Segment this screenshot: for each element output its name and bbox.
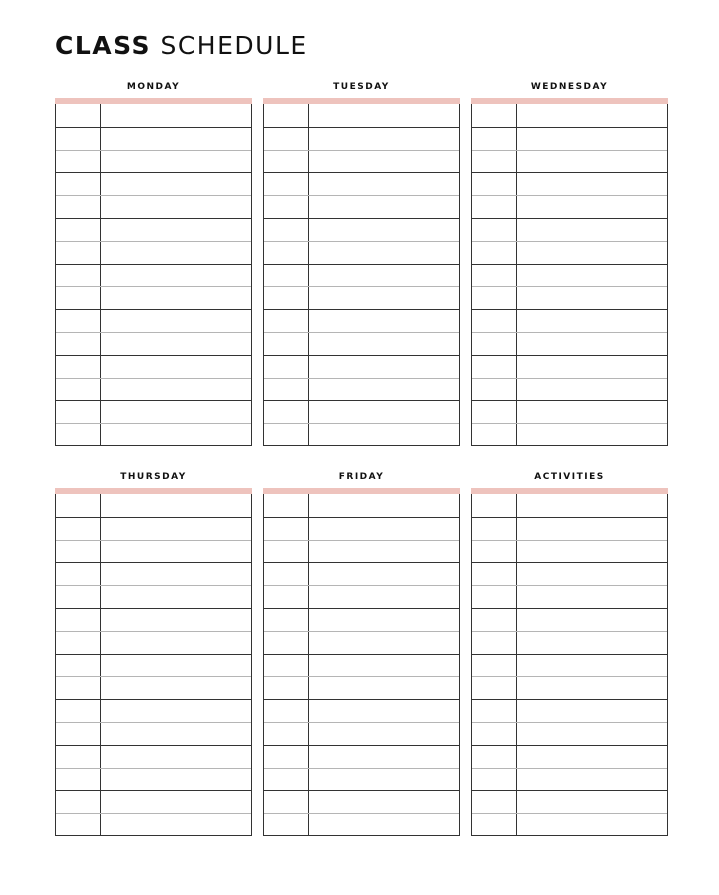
row-line	[56, 355, 251, 356]
row-line	[264, 309, 459, 310]
row-line	[56, 127, 251, 128]
panel-label: ACTIVITIES	[534, 472, 605, 482]
panel-activities	[471, 470, 668, 836]
row-line	[472, 540, 667, 541]
row-line	[472, 309, 667, 310]
row-line	[56, 768, 251, 769]
row-line	[264, 722, 459, 723]
row-line	[56, 286, 251, 287]
row-line	[472, 150, 667, 151]
row-line	[472, 423, 667, 424]
row-line	[472, 768, 667, 769]
row-line	[264, 172, 459, 173]
row-line	[264, 585, 459, 586]
row-line	[264, 745, 459, 746]
row-line	[56, 790, 251, 791]
row-line	[56, 195, 251, 196]
row-line	[264, 768, 459, 769]
panel-friday	[263, 470, 460, 836]
row-line	[472, 722, 667, 723]
row-line	[264, 332, 459, 333]
row-line	[56, 745, 251, 746]
row-line	[264, 699, 459, 700]
row-line	[472, 127, 667, 128]
row-line	[472, 813, 667, 814]
row-line	[472, 585, 667, 586]
schedule-grid	[263, 104, 460, 446]
row-line	[264, 195, 459, 196]
row-line	[56, 813, 251, 814]
row-line	[472, 355, 667, 356]
panel-label: TUESDAY	[333, 82, 390, 92]
row-line	[472, 400, 667, 401]
row-line	[56, 562, 251, 563]
row-line	[56, 517, 251, 518]
row-line	[264, 400, 459, 401]
row-line	[472, 631, 667, 632]
row-line	[264, 676, 459, 677]
row-line	[56, 631, 251, 632]
panel-monday	[55, 80, 252, 446]
row-line	[56, 423, 251, 424]
row-line	[56, 699, 251, 700]
row-line	[56, 264, 251, 265]
row-line	[264, 813, 459, 814]
row-line	[56, 722, 251, 723]
row-line	[264, 562, 459, 563]
row-line	[472, 172, 667, 173]
time-column-divider	[100, 494, 101, 835]
schedule-grid	[263, 494, 460, 836]
schedule-grid	[471, 494, 668, 836]
row-line	[472, 378, 667, 379]
panel-thursday	[55, 470, 252, 836]
time-column-divider	[516, 494, 517, 835]
row-line	[264, 654, 459, 655]
row-line	[472, 332, 667, 333]
title-light: SCHEDULE	[160, 31, 308, 60]
panel-label: FRIDAY	[338, 472, 385, 482]
row-line	[264, 355, 459, 356]
row-line	[56, 332, 251, 333]
row-line	[472, 286, 667, 287]
row-line	[472, 608, 667, 609]
row-line	[472, 790, 667, 791]
row-line	[264, 150, 459, 151]
row-line	[264, 517, 459, 518]
row-line	[56, 540, 251, 541]
panel-label: THURSDAY	[120, 472, 187, 482]
row-line	[56, 654, 251, 655]
row-line	[264, 540, 459, 541]
row-line	[264, 264, 459, 265]
row-line	[472, 264, 667, 265]
row-line	[264, 241, 459, 242]
row-line	[56, 608, 251, 609]
row-line	[56, 585, 251, 586]
schedule-grid	[471, 104, 668, 446]
panel-label: MONDAY	[126, 82, 181, 92]
schedule-grid	[55, 494, 252, 836]
row-line	[472, 745, 667, 746]
row-line	[56, 378, 251, 379]
row-line	[56, 172, 251, 173]
panel-wednesday	[471, 80, 668, 446]
row-line	[472, 517, 667, 518]
row-line	[56, 400, 251, 401]
schedule-grid	[55, 104, 252, 446]
row-line	[264, 423, 459, 424]
row-line	[472, 218, 667, 219]
row-line	[264, 631, 459, 632]
time-column-divider	[100, 104, 101, 445]
row-line	[264, 218, 459, 219]
row-line	[56, 150, 251, 151]
row-line	[472, 654, 667, 655]
time-column-divider	[308, 104, 309, 445]
row-line	[264, 790, 459, 791]
row-line	[264, 127, 459, 128]
row-line	[264, 608, 459, 609]
panel-label: WEDNESDAY	[530, 82, 609, 92]
row-line	[264, 378, 459, 379]
row-line	[472, 699, 667, 700]
page-title	[55, 30, 308, 62]
row-line	[56, 241, 251, 242]
time-column-divider	[516, 104, 517, 445]
row-line	[56, 218, 251, 219]
row-line	[56, 676, 251, 677]
row-line	[56, 309, 251, 310]
row-line	[472, 562, 667, 563]
time-column-divider	[308, 494, 309, 835]
row-line	[264, 286, 459, 287]
row-line	[472, 241, 667, 242]
row-line	[472, 195, 667, 196]
row-line	[472, 676, 667, 677]
title-bold: CLASS	[55, 31, 152, 60]
panel-tuesday	[263, 80, 460, 446]
